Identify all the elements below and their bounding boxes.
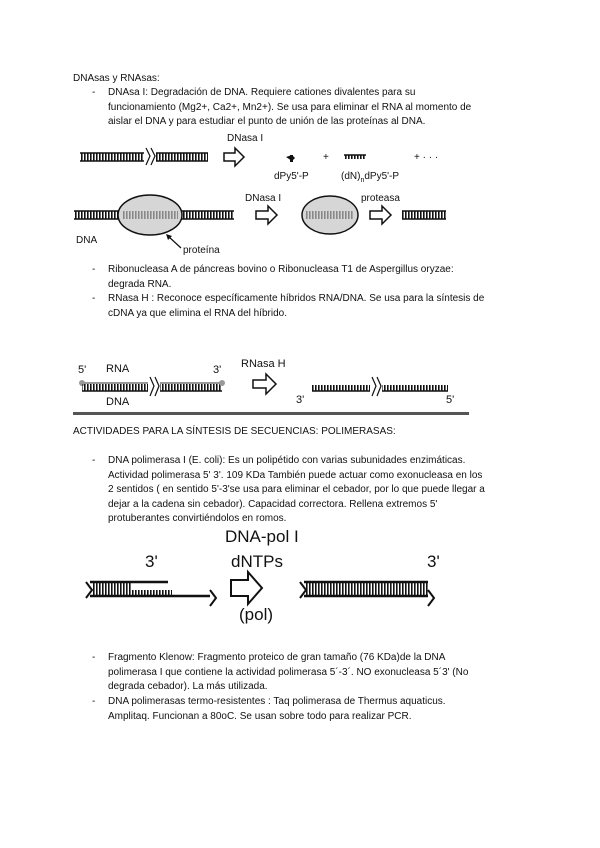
item1-line3: aislar el DNA y para estudiar el punto de unión de las proteínas al DNA.	[108, 116, 426, 127]
fig2-rna-label: RNA	[106, 363, 130, 375]
fig1-product1: dPy5'-P	[274, 171, 309, 182]
item2-line1: Ribonucleasa A de páncreas bovino o Ribonucleasa T1 de Aspergillus oryzae:	[108, 264, 454, 275]
fig1-plus: +	[323, 152, 329, 163]
item5-line3: degrada cebador). La más utilizada.	[108, 681, 268, 692]
item1-line2: funcionamiento (Mg2+, Ca2+, Mn2+). Se usa para eliminar el RNA al momento de	[108, 101, 472, 113]
arrow-icon	[224, 148, 244, 166]
arrow-icon	[231, 572, 262, 604]
heading-dnasas: DNAsas y RNAsas:	[73, 73, 160, 84]
item4-line3: 2 sentidos ( en sentido 5'-3'se usa para eliminar el cebador, por lo que puede llegar a	[108, 484, 485, 495]
fig3-pol-label: (pol)	[239, 605, 274, 624]
fig1-protein-label: proteína	[183, 245, 220, 256]
bullet-dash: -	[92, 87, 96, 98]
fig2-5prime-b: 5'	[446, 394, 455, 406]
section-divider	[73, 412, 469, 415]
fig3-3prime-right: 3'	[427, 552, 440, 571]
fragment-small	[286, 155, 295, 162]
fig1-enzyme2-label: DNasa I	[245, 193, 282, 204]
fig3-enzyme-label: DNA-pol I	[225, 527, 299, 546]
fig2-enzyme-label: RNasa H	[241, 358, 286, 370]
single-strand-dna	[312, 377, 448, 396]
item4-line4: dejar a la cadena sin cebador). Capacidad correctora. Rellena extremos 5'	[108, 498, 438, 510]
item2-line2: degrada RNA.	[108, 278, 172, 290]
fragment-medium	[344, 155, 366, 159]
dna-with-protein	[74, 195, 234, 235]
fig2-3prime-b: 3'	[296, 394, 305, 406]
arrow-icon	[370, 206, 391, 224]
protected-dna	[402, 211, 446, 219]
bullet-dash: -	[92, 652, 96, 663]
fig1-enzyme-label: DNasa I	[227, 133, 264, 144]
item5-line1: Fragmento Klenow: Fragmento proteico de gran tamaño (76 KDa)de la DNA	[108, 652, 446, 663]
item4-line1: DNA polimerasa I (E. coli): Es un polipétido con varias subunidades enzimáticas.	[108, 455, 466, 466]
item3-line1: RNasa H : Reconoce específicamente híbridos RNA/DNA. Se usa para la síntesis de	[108, 293, 485, 304]
fig2-5prime: 5'	[78, 364, 87, 376]
fig1-product2: $(dN)_ndPy5'-P$	[341, 171, 400, 184]
arrow-icon	[256, 206, 277, 224]
heading-polimerasas: ACTIVIDADES PARA LA SÍNTESIS DE SECUENCIAS: POLIMERASAS:	[73, 426, 396, 437]
fig2-3prime: 3'	[213, 364, 222, 376]
bullet-dash: -	[92, 455, 96, 466]
item6-line1: DNA polimerasas termo-resistentes : Taq polimerasa de Thermus aquaticus.	[108, 696, 446, 707]
fig2-dna-label: DNA	[106, 396, 130, 408]
dna-duplex-top	[80, 148, 208, 165]
protected-fragment	[302, 196, 358, 234]
arrow-icon	[253, 374, 276, 394]
fig1-dna-label: DNA	[76, 235, 98, 246]
fig3-3prime-left: 3'	[145, 552, 158, 571]
fig1-ellipsis: + · · ·	[414, 152, 439, 163]
fig3-dntps-label: dNTPs	[231, 552, 283, 571]
item3-line2: cDNA ya que elimina el RNA del híbrido.	[108, 307, 287, 319]
item4-line5: protuberantes convirtiéndolos en romos.	[108, 513, 287, 524]
bullet-dash: -	[92, 264, 96, 275]
item6-line2: Amplitaq. Funcionan a 80oC. Se usan sobre todo para realizar PCR.	[108, 710, 412, 722]
item1-line1: DNAsa I: Degradación de DNA. Requiere cationes divalentes para su	[108, 87, 416, 98]
rna-dna-hybrid	[79, 377, 225, 396]
fig1-protease-label: proteasa	[361, 193, 400, 204]
dna-pol-substrate	[86, 582, 216, 606]
dna-pol-product	[300, 582, 434, 606]
item5-line2: polimerasa I que contiene la actividad polimerasa 5´-3´. NO exonucleasa 5´3' (No	[108, 666, 469, 678]
bullet-dash: -	[92, 293, 96, 304]
item4-line2: Actividad polimerasa 5' 3'. 109 KDa También puede actuar como exonucleasa en los	[108, 469, 483, 481]
bullet-dash: -	[92, 696, 96, 707]
